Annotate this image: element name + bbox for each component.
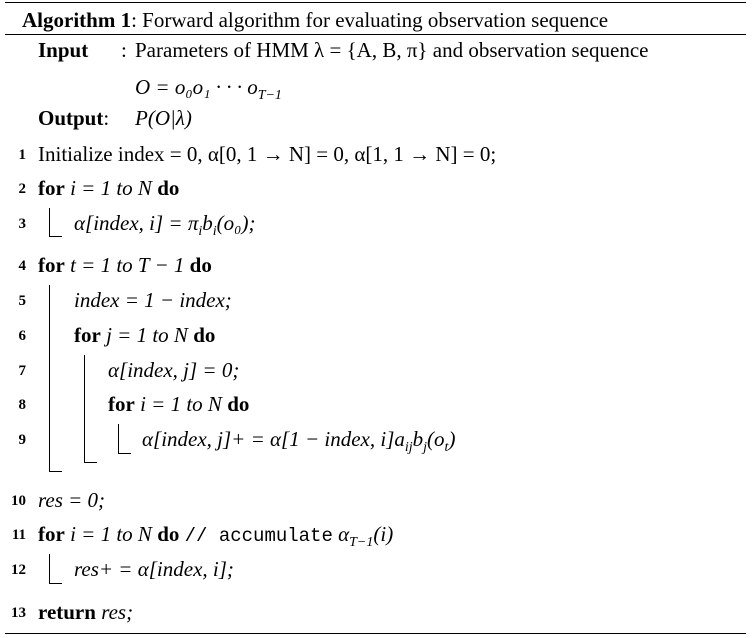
expr-sub: t [444, 440, 449, 456]
loop-range: i = 1 to N [140, 392, 222, 416]
keyword-for: for [38, 176, 65, 200]
expr-sub: i [212, 224, 217, 240]
keyword-do: do [227, 392, 250, 416]
output-label-text: Output [38, 106, 104, 130]
keyword-return: return [38, 600, 96, 624]
caption-label: Algorithm 1 [22, 8, 132, 32]
block-bar-foot [50, 471, 62, 472]
line-text [38, 250, 212, 280]
keyword-for: for [74, 323, 101, 347]
line-text [38, 597, 133, 627]
line-number: 13 [11, 605, 26, 621]
comment-math [338, 522, 394, 551]
comment-text: // accumulate [184, 525, 333, 547]
input-text: Parameters of HMM λ = {A, B, π} and observation sequence [135, 38, 649, 62]
loop-range: i = 1 to N [70, 522, 152, 546]
expr-part: b [202, 211, 213, 235]
block-bar-loop-11 [49, 554, 62, 584]
line-number: 1 [18, 147, 26, 163]
keyword-for: for [108, 392, 135, 416]
output-sep: : [103, 106, 110, 130]
expr-part: (o₀); [216, 211, 256, 235]
line-number: 8 [18, 397, 26, 413]
line-number: 5 [18, 293, 26, 309]
line-number: 7 [18, 363, 26, 379]
line-number: 2 [18, 181, 26, 197]
line-text [38, 519, 393, 551]
input-seq-text: O = o₀o₁ · · · o [135, 75, 258, 99]
comment-math-symbol: α [338, 522, 350, 546]
line-text [74, 320, 215, 350]
loop-range: t = 1 to T − 1 [70, 253, 185, 277]
input-label: Input [38, 38, 89, 62]
expr-part: ) [448, 427, 456, 451]
loop-range: j = 1 to N [106, 323, 188, 347]
expr-part: (o [427, 427, 445, 451]
line-number: 6 [18, 328, 26, 344]
block-bar-foot [85, 462, 97, 463]
keyword-for: for [38, 253, 65, 277]
comment-math-sub: T−1 [349, 535, 374, 551]
line-text: res+ = α[index, i]; [74, 557, 234, 581]
keyword-do: do [157, 176, 180, 200]
block-bar-loop-4 [49, 285, 62, 472]
keyword-do: do [157, 522, 180, 546]
line-text: α[index, j] = 0; [108, 358, 240, 382]
line-text: Initialize index = 0, α[0, 1 → N] = 0, α[1, 1 → N] = 0; [38, 142, 497, 166]
algorithm-caption [22, 5, 608, 35]
line-number: 3 [18, 216, 26, 232]
input-sequence [135, 72, 282, 102]
output-text: P(O|λ) [135, 106, 192, 130]
expr-part: α[index, i] = π [74, 211, 199, 235]
block-bar-loop-8 [118, 424, 131, 454]
bottom-rule [5, 633, 746, 634]
expr-sub: i [198, 224, 203, 240]
expr-sub: j [423, 440, 428, 456]
block-bar-foot [119, 453, 131, 454]
line-text: index = 1 − index; [74, 288, 232, 312]
line-text [38, 173, 179, 203]
keyword-do: do [193, 323, 216, 347]
line-number: 12 [11, 562, 26, 578]
expr-part: b [412, 427, 424, 451]
input-sep: : [121, 38, 127, 62]
keyword-do: do [189, 253, 212, 277]
output-label [38, 103, 109, 133]
keyword-for: for [38, 522, 65, 546]
line-number: 4 [18, 258, 26, 274]
input-seq-sub: T−1 [257, 88, 282, 104]
caption-text: : Forward algorithm for evaluating observation sequence [131, 8, 609, 32]
line-number: 9 [18, 432, 26, 448]
return-value: res; [101, 600, 134, 624]
line-number: 10 [11, 493, 26, 509]
line-text [142, 424, 455, 454]
comment-math-tail: (i) [373, 522, 394, 546]
block-bar-foot [50, 583, 62, 584]
line-number: 11 [11, 527, 26, 543]
block-bar-foot [50, 236, 62, 237]
expr-sub: ij [404, 440, 413, 456]
block-bar-loop-2 [49, 208, 62, 237]
line-text [74, 208, 255, 238]
line-text: res = 0; [38, 488, 106, 512]
line-text [108, 389, 249, 419]
top-rule [5, 2, 746, 3]
block-bar-loop-6 [84, 355, 97, 463]
expr-part: α[index, j]+ = α[1 − index, i]a [142, 427, 405, 451]
loop-range: i = 1 to N [70, 176, 152, 200]
